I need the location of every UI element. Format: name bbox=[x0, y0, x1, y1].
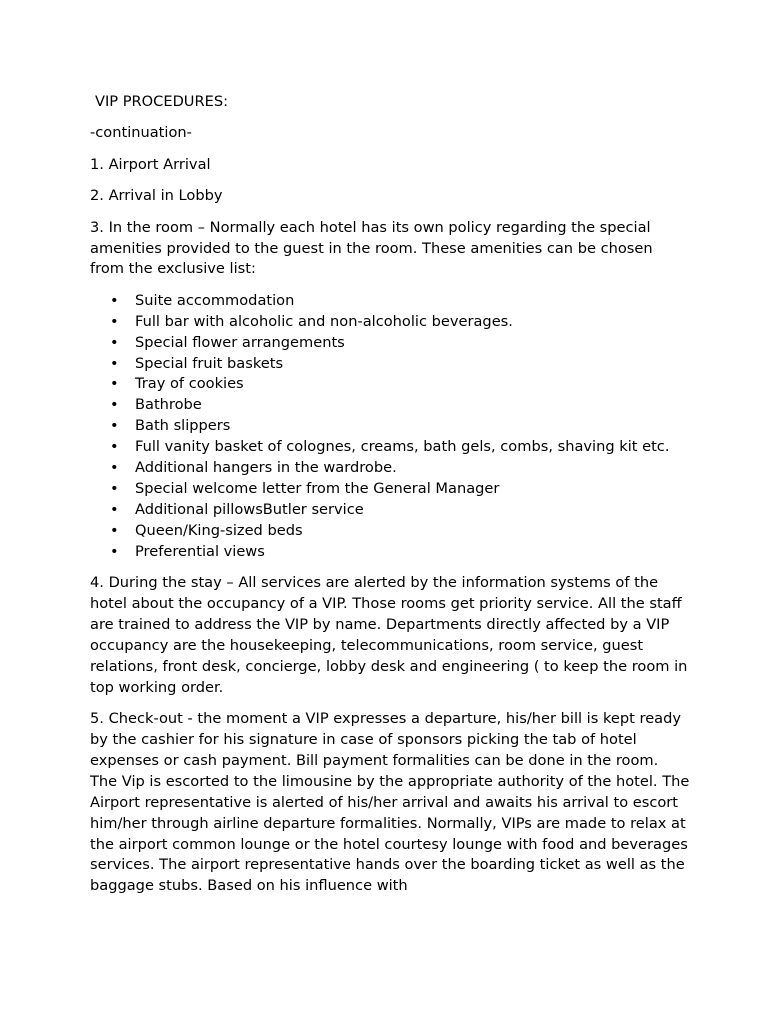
list-item-text: Bathrobe bbox=[135, 396, 202, 414]
bullet-icon: • bbox=[110, 396, 119, 414]
list-item-text: Special flower arrangements bbox=[135, 333, 345, 351]
document-title: VIP PROCEDURES: bbox=[95, 93, 229, 110]
bullet-icon: • bbox=[110, 438, 119, 456]
list-item-text: Bath slippers bbox=[135, 417, 231, 435]
amenities-list bbox=[90, 291, 690, 563]
list-item bbox=[90, 437, 690, 458]
document-page bbox=[90, 92, 690, 908]
list-item bbox=[90, 542, 690, 563]
list-item bbox=[90, 416, 690, 437]
bullet-icon: • bbox=[110, 459, 119, 477]
section-during-the-stay: 4. During the stay – All services are alerted by the information systems of the hotel about the occupancy of a VIP. Those rooms get priority service. All the staff are trained to address the VIP by name. Departments directly affected by a VIP occupancy are the housekeeping, telecommunications, room service, guest relations, front desk, concierge, lobby desk and engineering ( to keep the room in top working order. bbox=[90, 574, 688, 696]
list-item bbox=[90, 374, 690, 395]
section-check-out: 5. Check-out - the moment a VIP expresses a departure, his/her bill is kept ready by the cashier for his signature in case of sponsors picking the tab of hotel expenses or cash payment. Bill payment formalities can be done in the room. The Vip is escorted to the limousine by the appropriate authority of the hotel. The Airport representative is alerted of his/her arrival and awaits his arrival to escort him/her through airline departure formalities. Normally, VIPs are made to relax at the airport common lounge or the hotel courtesy lounge with food and beverages services. The airport representative hands over the boarding ticket as well as the baggage stubs. Based on his influence with bbox=[90, 710, 690, 895]
list-item bbox=[90, 395, 690, 416]
list-item bbox=[90, 333, 690, 354]
bullet-icon: • bbox=[110, 375, 119, 393]
list-item bbox=[90, 458, 690, 479]
list-item-text: Suite accommodation bbox=[135, 291, 295, 309]
list-item-text: Additional pillowsButler service bbox=[135, 500, 364, 518]
bullet-icon: • bbox=[110, 500, 119, 518]
bullet-icon: • bbox=[110, 312, 119, 330]
document-subtitle: -continuation- bbox=[90, 124, 192, 142]
bullet-icon: • bbox=[110, 542, 119, 560]
list-item bbox=[90, 354, 690, 375]
list-item-text: Special fruit baskets bbox=[135, 354, 284, 372]
list-item-text: Full bar with alcoholic and non-alcoholic beverages. bbox=[135, 312, 513, 330]
list-item-text: Queen/King-sized beds bbox=[135, 521, 303, 539]
list-item-text: Additional hangers in the wardrobe. bbox=[135, 459, 397, 477]
bullet-icon: • bbox=[110, 480, 119, 497]
list-item-text: Preferential views bbox=[135, 542, 265, 560]
list-item-text: Full vanity basket of colognes, creams, bath gels, combs, shaving kit etc. bbox=[135, 438, 670, 456]
list-item bbox=[90, 500, 690, 521]
list-item bbox=[90, 521, 690, 542]
bullet-icon: • bbox=[110, 417, 119, 435]
bullet-icon: • bbox=[110, 291, 119, 309]
section-airport-arrival: 1. Airport Arrival bbox=[90, 155, 211, 173]
bullet-icon: • bbox=[110, 354, 119, 372]
list-item-text: Tray of cookies bbox=[135, 375, 244, 393]
list-item bbox=[90, 312, 690, 333]
section-in-the-room: 3. In the room – Normally each hotel has its own policy regarding the special amenities provided to the guest in the room. These amenities can be chosen from the exclusive list: bbox=[90, 218, 653, 278]
section-arrival-in-lobby: 2. Arrival in Lobby bbox=[90, 187, 223, 205]
list-item-text: Special welcome letter from the General Manager bbox=[135, 480, 500, 497]
list-item bbox=[90, 479, 690, 500]
bullet-icon: • bbox=[110, 521, 119, 539]
list-item bbox=[90, 291, 690, 312]
bullet-icon: • bbox=[110, 333, 119, 351]
